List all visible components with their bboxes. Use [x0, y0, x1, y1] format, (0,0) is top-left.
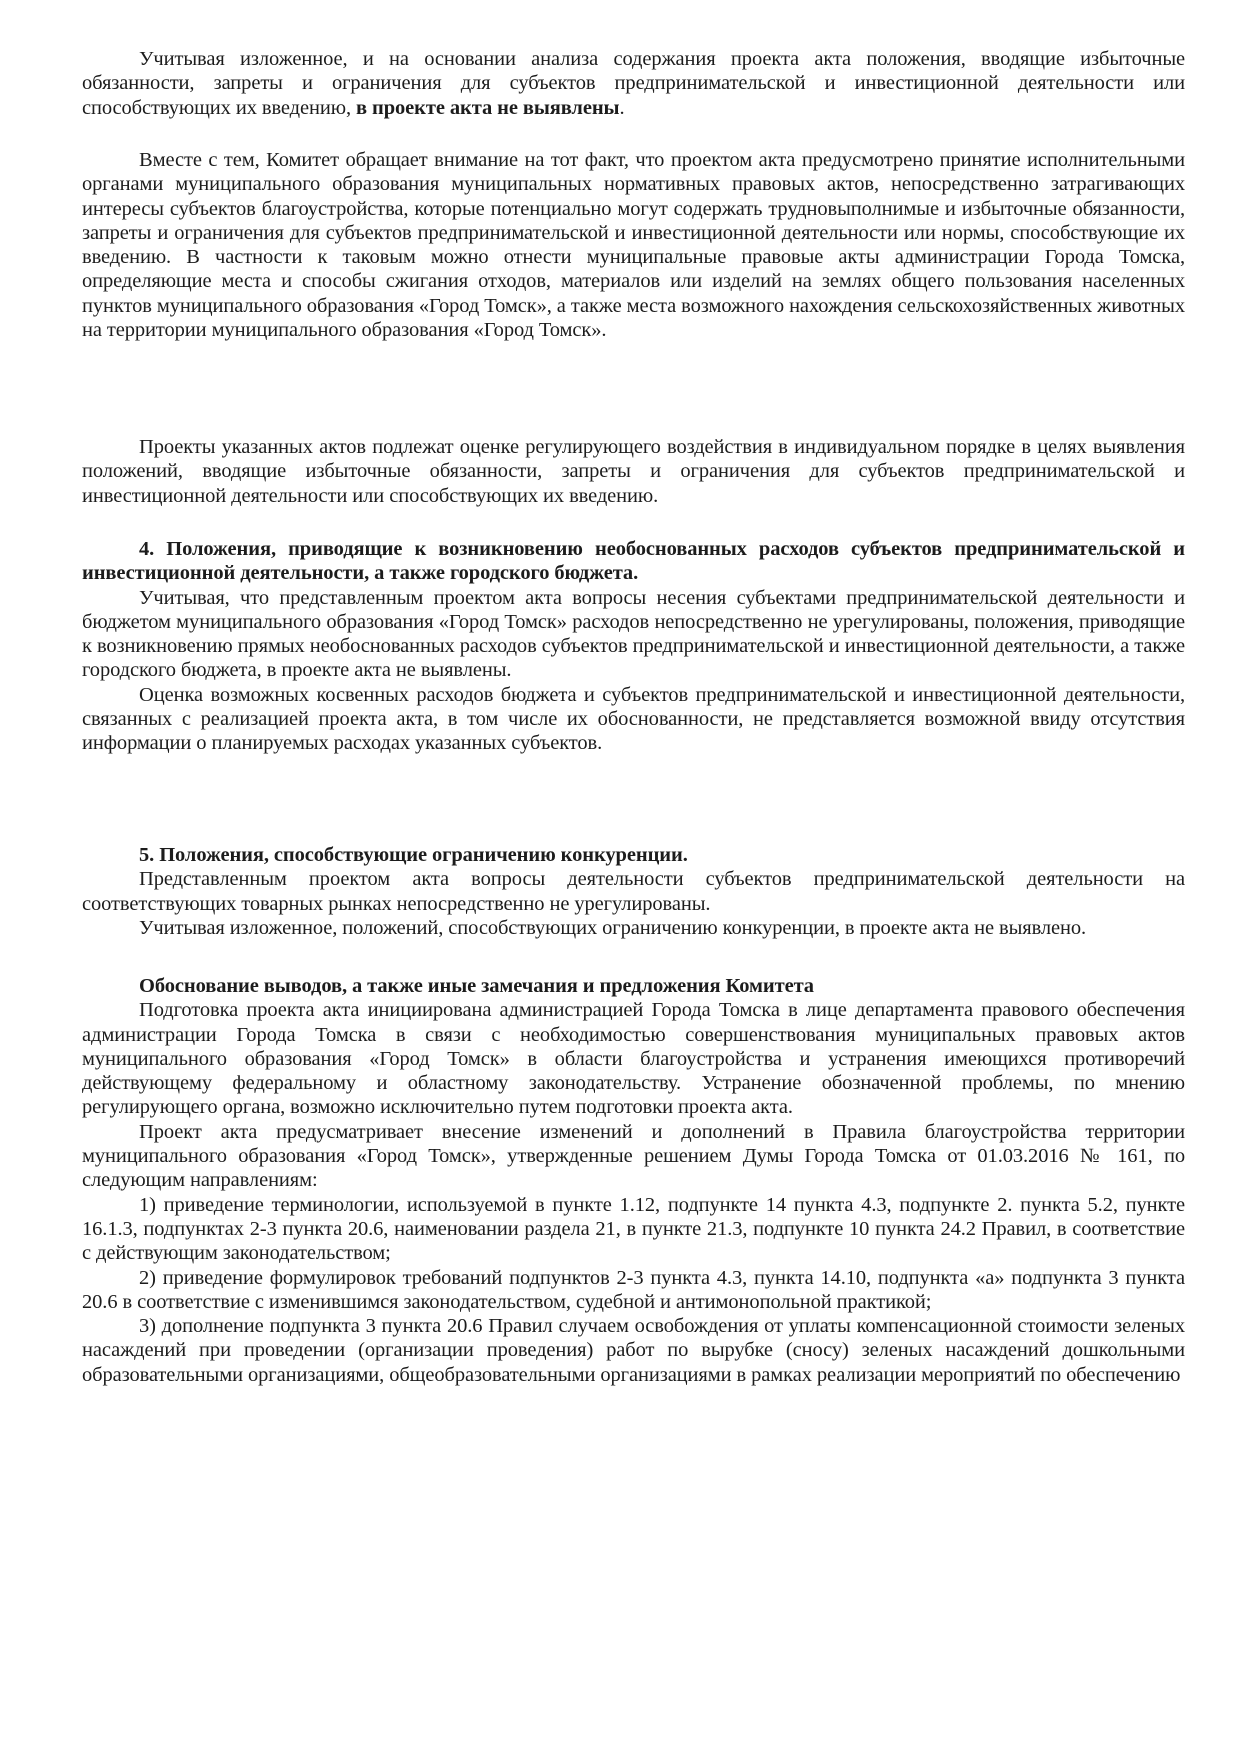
- conclusions-list-item-1: 1) приведение терминологии, используемой в пункте 1.12, подпункте 14 пункта 4.3, подпункте 2. пункта 5.2, пункте 16.1.3, подпунктах 2-3 пункта 20.6, наименовании раздела 21, в пункте 21.3, подпункте 10 пункта 24.2 Правил, в соответствие с действующим законодательством;: [82, 1193, 1185, 1265]
- section-5: [82, 843, 1185, 940]
- intro-bold-conclusion: в проекте акта не выявлены: [356, 96, 620, 119]
- conclusions-list-item-3: 3) дополнение подпункта 3 пункта 20.6 Правил случаем освобождения от уплаты компенсационной стоимости зеленых насаждений при проведении (организации проведения) работ по вырубке (сносу) зеленых насаждений дошкольными образовательными организациями, общеобразовательными организациями в рамках реализации мероприятий по обеспечению: [82, 1315, 1185, 1386]
- paragraph-projects-assessment: [82, 435, 1185, 508]
- section-5-paragraph-2: Учитывая изложенное, положений, способствующих ограничению конкуренции, в проекте акта не выявлено.: [139, 916, 1087, 939]
- section-5-paragraph-1: Представленным проектом акта вопросы деятельности субъектов предпринимательской деятельности на соответствующих товарных рынках непосредственно не урегулированы.: [82, 868, 1185, 915]
- projects-assessment-text: Проекты указанных актов подлежат оценке регулирующего воздействия в индивидуальном порядке в целях выявления положений, вводящие избыточные обязанности, запреты и ограничения для субъектов предпринимательской и инвестиционной деятельности или способствующих их введению.: [82, 436, 1185, 507]
- conclusions-paragraph-1: Подготовка проекта акта инициирована администрацией Города Томска в лице департамента правового обеспечения администрации Города Томска в связи с необходимостью совершенствования муниципальных правовых актов муниципального образования «Город Томск» в области благоустройства и устранения имеющихся противоречий действующему федеральному и областному законодательству. Устранение обозначенной проблемы, по мнению регулирующего органа, возможно исключительно путем подготовки проекта акта.: [82, 999, 1185, 1119]
- paragraph-intro: Учитывая изложенное, и на основании анализа содержания проекта акта положения, вводящие избыточные обязанности, запреты и ограничения для субъектов предпринимательской и инвестиционной деятельности или способствующих их введению, в проекте акта не выявлены.: [82, 48, 1185, 119]
- section-4-paragraph-1: Учитывая, что представленным проектом акта вопросы несения субъектами предпринимательской деятельности и бюджетом муниципального образования «Город Томск» расходов непосредственно не урегулированы, положения, приводящие к возникновению прямых необоснованных расходов субъектов предпринимательской и инвестиционной деятельности, а также городского бюджета, в проекте акта не выявлены.: [82, 586, 1185, 682]
- intro-text: Учитывая изложенное, и на основании анализа содержания проекта акта положения, вводящие избыточные обязанности, запреты и ограничения для субъектов предпринимательской и инвестиционной деятельности или способствующих их введению,: [82, 48, 1185, 119]
- committee-note-text: Вместе с тем, Комитет обращает внимание на тот факт, что проектом акта предусмотрено принятие исполнительными органами муниципального образования муниципальных нормативных правовых актов, непосредственно затрагивающих интересы субъектов благоустройства, которые потенциально могут содержать трудновыполнимые и избыточные обязанности, запреты и ограничения для субъектов предпринимательской и инвестиционной деятельности или нормы, способствующие их введению. В частности к таковым можно отнести муниципальные правовые акты администрации Города Томска, определяющие места и способы сжигания отходов, материалов или изделий на землях общего пользования населенных пунктов муниципального образования «Город Томск», а также места возможного нахождения сельскохозяйственных животных на территории муниципального образования «Город Томск».: [82, 149, 1185, 342]
- section-conclusions: [82, 974, 1185, 1387]
- section-4-heading: 4. Положения, приводящие к возникновению необоснованных расходов субъектов предпринимательской и инвестиционной деятельности, а также городского бюджета.: [82, 538, 1185, 585]
- conclusions-heading: Обоснование выводов, а также иные замечания и предложения Комитета: [139, 975, 814, 997]
- paragraph-committee-note: [82, 148, 1185, 342]
- section-4: [82, 537, 1185, 756]
- conclusions-list-item-2: 2) приведение формулировок требований подпунктов 2-3 пункта 4.3, пункта 14.10, подпункта «а» подпункта 3 пункта 20.6 в соответствие с изменившимся законодательством, судебной и антимонопольной практикой;: [82, 1266, 1185, 1313]
- conclusions-paragraph-2: Проект акта предусматривает внесение изменений и дополнений в Правила благоустройства территории муниципального образования «Город Томск», утвержденные решением Думы Города Томска от 01.03.2016 № 161, по следующим направлениям:: [82, 1120, 1185, 1192]
- section-4-paragraph-2: Оценка возможных косвенных расходов бюджета и субъектов предпринимательской и инвестиционной деятельности, связанных с реализацией проекта акта, в том числе их обоснованности, не представляется возможной ввиду отсутствия информации о планируемых расходах указанных субъектов.: [82, 683, 1185, 755]
- section-5-heading: 5. Положения, способствующие ограничению конкуренции.: [139, 844, 688, 866]
